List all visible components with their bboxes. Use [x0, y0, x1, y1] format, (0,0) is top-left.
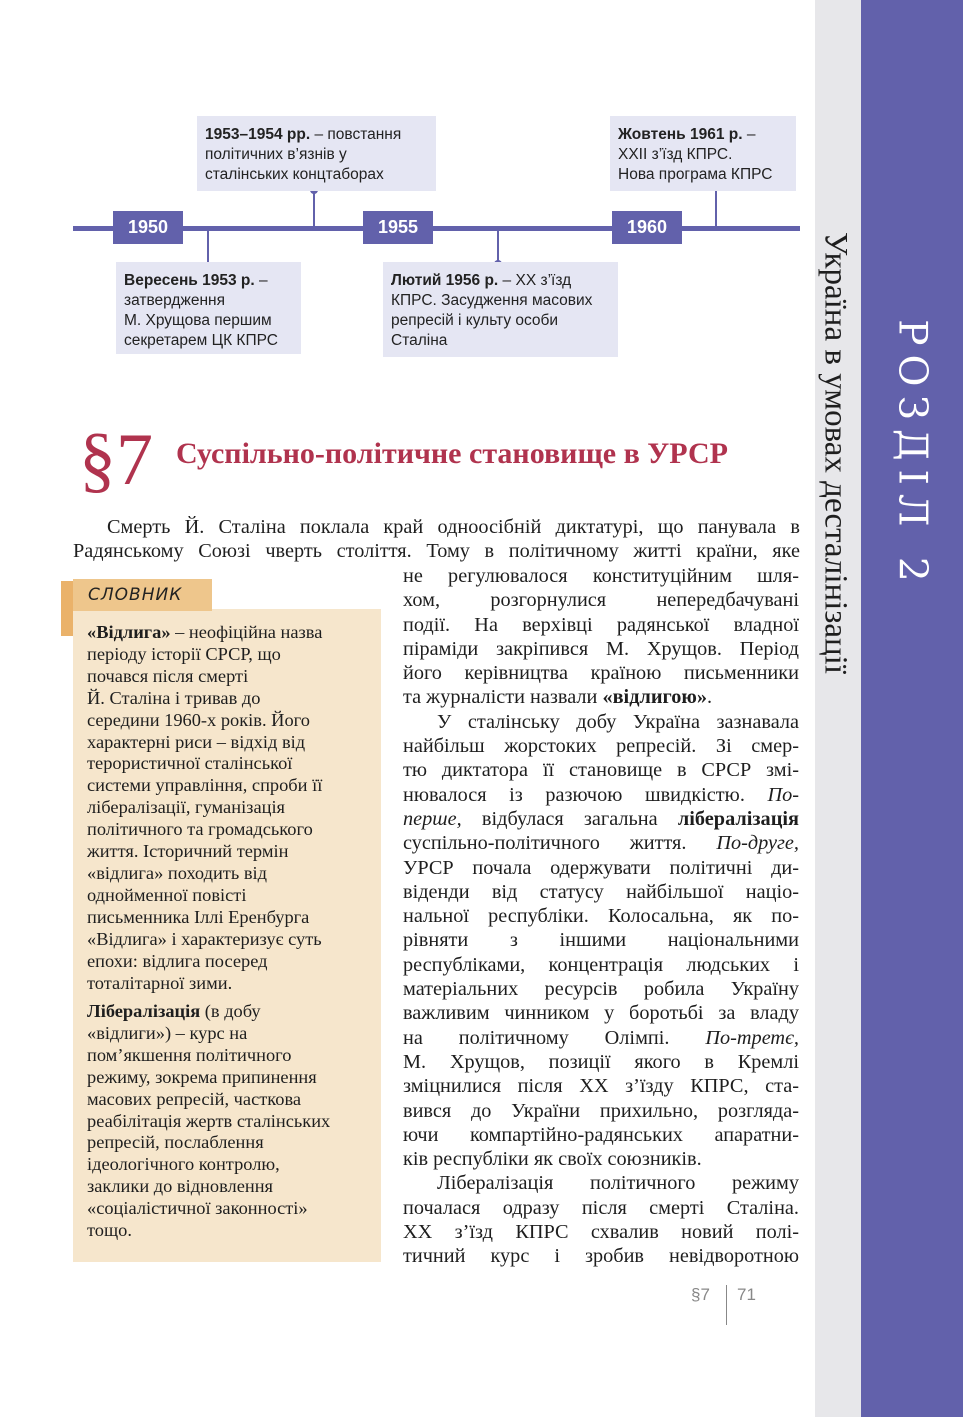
- paragraph-number: §7: [79, 419, 153, 501]
- intro-text: Смерть Й. Сталіна поклала край одноосібній диктатурі, що панувала в Радянському Союзі чверть століття. Тому в політичному житті країни, яке: [73, 516, 800, 563]
- glossary-entry-liberalization: Лібералізація (в добу «відлиги») – курс на пом’якшення політичного режиму, зокрема припинення масових репресій, часткова реабілітація жертв сталінських репресій, послаблення ідеологічного контролю, заклики до відновлення «соціалістичної законності» тощо.: [87, 1001, 331, 1241]
- section-title: Україна в умовах десталінізації: [817, 231, 854, 675]
- glossary-tab: СЛОВНИК: [73, 579, 212, 611]
- timeline-event: Жовтень 1961 р. – ХХІІ з’їзд КПРС. Нова програма КПРС: [610, 116, 796, 191]
- glossary-tab-edge: [61, 581, 73, 636]
- timeline-event: Лютий 1956 р. – ХХ з’їзд КПРС. Засудження масових репресій і культу особи Сталіна: [383, 262, 618, 357]
- timeline-event: 1953–1954 рр. – повстання політичних в’язнів у сталінських концтаборах: [197, 116, 436, 191]
- footer-paragraph-ref: §7: [691, 1285, 710, 1304]
- timeline-year: 1955: [363, 211, 433, 244]
- timeline-event: Вересень 1953 р. – затвердження М. Хрущова першим секретарем ЦК КПРС: [116, 262, 301, 354]
- main-text-column: не регулювалося конституційним шля- хом, розгорнулися непередбачувані події. На верхівці радянської владної піраміди закріпився М. Хрущов. Період його керівництва країною письменники та журналісти назвали «відлигою». У сталінську добу Україна зазнавала найбільш жорстоких репресій. Зі смер- тю диктатора її становище в СРСР змі- нювалося із разючою швидкістю. По- перше, відбулася загальна лібералізація суспільно-політичного життя. По-друге, УРСР почала одержувати політичні ди- віденди від статусу найбільшої націо- нальної республіки. Колосальна, як по- рівняти з іншими національними республіками, концентрація людських і матеріальних ресурсів робила Україну важливим чинником у боротьбі за владу на політичному Олімпі. По-третє, М. Хрущов, позиції якого в Кремлі зміцнилися після ХХ з’їзду КПРС, ста- вився до України прихильно, розгляда- ючи компартійно-радянських апаратни- ків республіки як своїх союзників. Лібералізація політичного режиму почалася одразу після смерті Сталіна. ХХ з’їзд КПРС схвалив новий полі- тичний курс і зробив невідворотною: [403, 565, 799, 1268]
- side-band-gray: [815, 0, 861, 1417]
- timeline-year: 1950: [113, 211, 183, 244]
- page-number: 71: [737, 1285, 756, 1304]
- footer-divider: [726, 1285, 727, 1325]
- timeline-stem: [313, 188, 315, 228]
- glossary-entry-vidlyha: «Відлига» – неофіційна назва періоду історії СРСР, що почався після смерті Й. Сталіна і тривав до середини 1960-х років. Його характерні риси – відхід від терористичної сталінської системи управління, спроби її лібералізації, гуманізація політичного та громадського життя. Історичний термін «відлига» походить від однойменної повісті письменника Іллі Еренбурга «Відлига» і характеризує суть епохи: відлига посеред тоталітарної зими.: [87, 622, 323, 993]
- timeline-year: 1960: [612, 211, 682, 244]
- side-band-purple: [861, 0, 963, 1417]
- timeline-stem: [715, 188, 717, 228]
- timeline-stem: [497, 230, 499, 264]
- paragraph-title: Суспільно-політичне становище в УРСР: [176, 437, 728, 470]
- section-label: РОЗДІЛ 2: [889, 319, 935, 591]
